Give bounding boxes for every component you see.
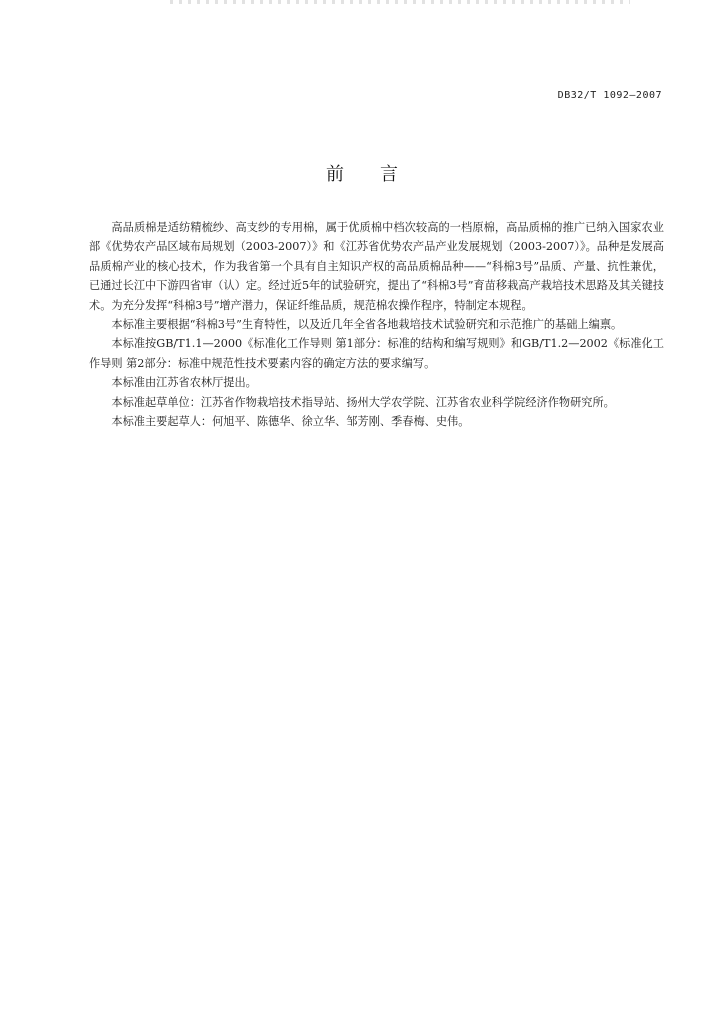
paragraph-drafting-units: 本标准起草单位：江苏省作物栽培技术指导站、扬州大学农学院、江苏省农业科学院经济作物研究所。 <box>111 395 615 409</box>
paragraph-basis: 本标准主要根据“科棉3号”生育特性，以及近几年全省各地栽培技术试验研究和示范推广的基础上编禀。 <box>111 318 623 332</box>
scan-artifact <box>170 0 630 4</box>
paragraph-drafters: 本标准主要起草人：何旭平、陈德华、徐立华、邹芳刚、季春梅、史伟。 <box>111 415 470 429</box>
page-title: 前言 <box>326 164 434 185</box>
document-code: DB32/T 1092—2007 <box>557 90 662 101</box>
foreword-body <box>89 218 664 431</box>
paragraph-proposer: 本标准由江苏省农林厅提出。 <box>111 376 257 390</box>
paragraph-intro: 高品质棉是适纺精梳纱、高支纱的专用棉，属于优质棉中档次较高的一档原棉，高品质棉的推广已纳入国家农业部《优势农产品区域布局规划（2003-2007）》和《江苏省优势农产品产业发展规划（2003-2007）》。品种是发展高品质棉产业的核心技术，作为我省第一个具有自主知识产权的高品质棉品种——“科棉3号”品质、产量、抗性兼优，已通过长江中下游四省审（认）定。经过近5年的试验研究，提出了“科棉3号”育苗移栽高产栽培技术思路及其关键技术。为充分发挥“科棉3号”增产潜力，保证纤维品质，规范棉农操作程序，特制定本规程。 <box>89 221 664 312</box>
paragraph-drafting-rules: 本标准按GB/T1.1—2000《标准化工作导则 第1部分：标准的结构和编写规则》和GB/T1.2—2002《标准化工作导则 第2部分：标准中规范性技术要素内容的确定方法的要求编写。 <box>89 337 664 370</box>
